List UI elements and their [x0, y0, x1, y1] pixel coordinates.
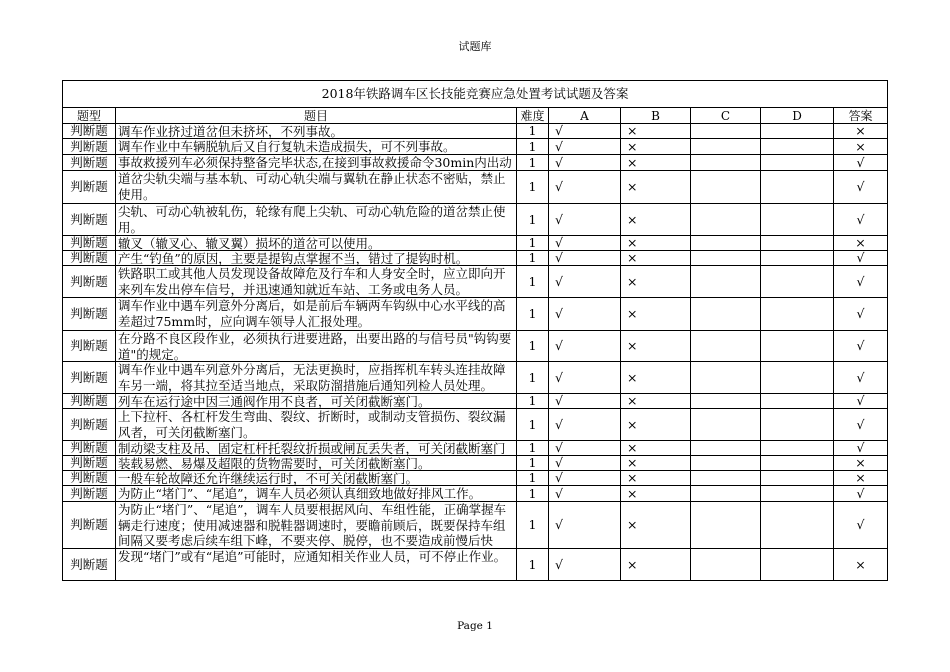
cell-difficulty: 1: [517, 362, 549, 394]
cell-difficulty: 1: [517, 204, 549, 236]
cell-option-b: ×: [621, 456, 691, 471]
cell-option-d: [761, 266, 834, 298]
cell-answer: ×: [834, 139, 888, 155]
question-text: 一般车轮故障还允许继续运行时，不可关闭截断塞门。: [118, 471, 419, 485]
cell-option-c: [691, 394, 761, 409]
cell-question: [116, 409, 517, 441]
cell-question: [116, 394, 517, 409]
cell-option-b: ×: [621, 362, 691, 394]
cell-difficulty: 1: [517, 394, 549, 409]
cell-option-c: [691, 171, 761, 204]
cell-option-c: [691, 441, 761, 456]
table-row: [63, 171, 888, 204]
column-header-option-d: D: [761, 108, 834, 124]
column-header-option-c: C: [691, 108, 761, 124]
cell-type: 判断题: [63, 502, 116, 549]
cell-option-d: [761, 362, 834, 394]
cell-question: [116, 471, 517, 486]
cell-answer: √: [834, 266, 888, 298]
cell-difficulty: 1: [517, 298, 549, 331]
cell-option-a: √: [549, 251, 621, 266]
cell-type: 判断题: [63, 155, 116, 171]
cell-question: [116, 486, 517, 502]
cell-difficulty: 1: [517, 139, 549, 155]
cell-answer: √: [834, 394, 888, 409]
cell-option-d: [761, 441, 834, 456]
table-row: [63, 124, 888, 139]
cell-option-c: [691, 298, 761, 331]
table-title: 2018年铁路调车区长技能竞赛应急处置考试试题及答案: [63, 81, 888, 108]
table-row: [63, 456, 888, 471]
cell-answer: √: [834, 441, 888, 456]
cell-option-b: ×: [621, 441, 691, 456]
cell-option-a: √: [549, 204, 621, 236]
cell-answer: ×: [834, 124, 888, 139]
cell-option-c: [691, 549, 761, 581]
question-text: 调车作业挤过道岔但未挤坏，不列事故。: [118, 124, 344, 138]
cell-difficulty: 1: [517, 171, 549, 204]
cell-option-a: √: [549, 155, 621, 171]
column-header-type: 题型: [63, 108, 116, 124]
cell-option-d: [761, 486, 834, 502]
question-text: 调车作业中遇车列意外分离后，无法更换时，应指挥机车转头连挂故障车另一端，将其拉至适当地点，采取防溜措施后通知列检人员处理。: [118, 362, 506, 393]
cell-option-a: √: [549, 124, 621, 139]
cell-difficulty: 1: [517, 441, 549, 456]
cell-option-b: ×: [621, 236, 691, 251]
cell-option-b: ×: [621, 171, 691, 204]
cell-option-a: √: [549, 549, 621, 581]
cell-option-c: [691, 204, 761, 236]
cell-option-c: [691, 471, 761, 486]
cell-type: 判断题: [63, 171, 116, 204]
cell-difficulty: 1: [517, 155, 549, 171]
cell-option-c: [691, 331, 761, 362]
question-text: 制动梁支柱及吊、固定杠杆托裂纹折损或闸瓦丢失者，可关闭截断塞门: [118, 441, 506, 455]
cell-question: [116, 124, 517, 139]
cell-option-c: [691, 139, 761, 155]
cell-difficulty: 1: [517, 471, 549, 486]
question-text: 装载易燃、易爆及超限的货物需要时，可关闭截断塞门。: [118, 456, 431, 470]
cell-option-c: [691, 409, 761, 441]
cell-difficulty: 1: [517, 124, 549, 139]
question-text: 调车作业中遇车列意外分离后，如是前后车辆两车钩纵中心水平线的高差超过75mm时，应向调车领导人汇报处理。: [118, 298, 506, 329]
cell-option-b: ×: [621, 155, 691, 171]
cell-option-b: ×: [621, 124, 691, 139]
cell-answer: ×: [834, 456, 888, 471]
cell-option-a: √: [549, 502, 621, 549]
page-footer-label: Page 1: [457, 620, 493, 632]
cell-difficulty: 1: [517, 251, 549, 266]
table-row: [63, 298, 888, 331]
cell-type: 判断题: [63, 139, 116, 155]
table-row: [63, 441, 888, 456]
column-header-answer: 答案: [834, 108, 888, 124]
cell-question: [116, 139, 517, 155]
cell-difficulty: 1: [517, 456, 549, 471]
cell-type: 判断题: [63, 204, 116, 236]
cell-option-c: [691, 456, 761, 471]
table-row: [63, 471, 888, 486]
cell-option-d: [761, 549, 834, 581]
cell-option-c: [691, 251, 761, 266]
cell-option-d: [761, 171, 834, 204]
question-text: 上下拉杆、各杠杆发生弯曲、裂纹、折断时，或制动支管损伤、裂纹漏风者，可关闭截断塞门。: [118, 409, 506, 440]
cell-option-c: [691, 486, 761, 502]
table-row: [63, 236, 888, 251]
cell-option-b: ×: [621, 394, 691, 409]
cell-option-a: √: [549, 409, 621, 441]
cell-option-d: [761, 471, 834, 486]
column-header-option-b: B: [621, 108, 691, 124]
cell-option-d: [761, 204, 834, 236]
cell-option-b: ×: [621, 298, 691, 331]
question-text: 铁路职工或其他人员发现设备故障危及行车和人身安全时，应立即向开来列车发出停车信号，并迅速通知就近车站、工务或电务人员。: [118, 266, 506, 297]
cell-question: [116, 549, 517, 581]
cell-option-b: ×: [621, 471, 691, 486]
cell-difficulty: 1: [517, 486, 549, 502]
cell-answer: √: [834, 204, 888, 236]
cell-option-a: √: [549, 331, 621, 362]
question-text: 辙叉（辙叉心、辙叉翼）损坏的道岔可以使用。: [118, 236, 381, 250]
cell-option-d: [761, 331, 834, 362]
cell-answer: √: [834, 155, 888, 171]
cell-type: 判断题: [63, 394, 116, 409]
question-text: 列车在运行途中因三通阀作用不良者，可关闭截断塞门。: [118, 394, 431, 408]
cell-option-d: [761, 236, 834, 251]
cell-type: 判断题: [63, 486, 116, 502]
column-header-option-a: A: [549, 108, 621, 124]
table-row: [63, 155, 888, 171]
table-row: [63, 139, 888, 155]
cell-option-c: [691, 155, 761, 171]
cell-type: 判断题: [63, 409, 116, 441]
cell-option-b: ×: [621, 549, 691, 581]
cell-difficulty: 1: [517, 331, 549, 362]
cell-option-b: ×: [621, 331, 691, 362]
question-text: 产生“钓鱼”的原因，主要是提钩点掌握不当，错过了提钩时机。: [118, 251, 469, 265]
cell-option-c: [691, 266, 761, 298]
cell-option-d: [761, 139, 834, 155]
cell-option-a: √: [549, 236, 621, 251]
question-text: 尖轨、可动心轨被轧伤，轮缘有爬上尖轨、可动心轨危险的道岔禁止使用。: [118, 204, 506, 235]
cell-answer: √: [834, 298, 888, 331]
cell-question: [116, 362, 517, 394]
cell-answer: √: [834, 171, 888, 204]
table-row: [63, 502, 888, 549]
cell-option-d: [761, 502, 834, 549]
cell-option-b: ×: [621, 251, 691, 266]
table-row: [63, 486, 888, 502]
cell-option-b: ×: [621, 502, 691, 549]
table-row: [63, 251, 888, 266]
cell-option-b: ×: [621, 139, 691, 155]
question-text: 调车作业中车辆脱轨后又自行复轨未造成损失，可不列事故。: [118, 139, 456, 154]
question-text: 发现“堵门”或有“尾追”可能时，应通知相关作业人员，可不停止作业。: [118, 549, 507, 564]
cell-answer: √: [834, 362, 888, 394]
question-text: 道岔尖轨尖端与基本轨、可动心轨尖端与翼轨在静止状态不密贴，禁止使用。: [118, 171, 506, 202]
cell-answer: ×: [834, 236, 888, 251]
cell-question: [116, 266, 517, 298]
cell-option-d: [761, 409, 834, 441]
cell-option-c: [691, 362, 761, 394]
table-row: [63, 409, 888, 441]
cell-question: [116, 155, 517, 171]
cell-option-a: √: [549, 471, 621, 486]
page-header-label: 试题库: [458, 40, 492, 53]
table-row: [63, 204, 888, 236]
table-row: [63, 362, 888, 394]
cell-question: [116, 456, 517, 471]
cell-answer: ×: [834, 471, 888, 486]
cell-type: 判断题: [63, 549, 116, 581]
question-text: 在分路不良区段作业，必须执行进要进路，出要出路的与信号员"钩钩要道"的规定。: [118, 331, 512, 362]
exam-table: [62, 80, 888, 581]
cell-question: [116, 236, 517, 251]
cell-question: [116, 298, 517, 331]
cell-option-d: [761, 298, 834, 331]
cell-answer: √: [834, 502, 888, 549]
cell-option-b: ×: [621, 409, 691, 441]
cell-option-a: √: [549, 441, 621, 456]
cell-type: 判断题: [63, 362, 116, 394]
cell-option-d: [761, 124, 834, 139]
cell-answer: √: [834, 409, 888, 441]
cell-option-a: √: [549, 394, 621, 409]
cell-option-c: [691, 236, 761, 251]
cell-answer: ×: [834, 549, 888, 581]
cell-type: 判断题: [63, 266, 116, 298]
table-body: [63, 124, 888, 581]
cell-type: 判断题: [63, 298, 116, 331]
cell-question: [116, 502, 517, 549]
table-row: [63, 394, 888, 409]
question-text: 事故救援列车必须保持整备完毕状态,在接到事故救援命令30min内出动: [118, 155, 512, 170]
cell-type: 判断题: [63, 251, 116, 266]
cell-option-d: [761, 155, 834, 171]
cell-difficulty: 1: [517, 549, 549, 581]
cell-option-a: √: [549, 456, 621, 471]
table-row: [63, 266, 888, 298]
column-header-difficulty: 难度: [517, 108, 549, 124]
cell-answer: √: [834, 486, 888, 502]
cell-question: [116, 331, 517, 362]
cell-option-a: √: [549, 486, 621, 502]
cell-option-c: [691, 124, 761, 139]
cell-question: [116, 441, 517, 456]
cell-option-d: [761, 251, 834, 266]
cell-option-a: √: [549, 266, 621, 298]
cell-option-b: ×: [621, 486, 691, 502]
cell-type: 判断题: [63, 471, 116, 486]
cell-question: [116, 171, 517, 204]
cell-type: 判断题: [63, 124, 116, 139]
cell-option-a: √: [549, 139, 621, 155]
cell-option-b: ×: [621, 266, 691, 298]
cell-difficulty: 1: [517, 502, 549, 549]
column-header-row: [63, 108, 888, 124]
column-header-question: 题目: [116, 108, 517, 124]
cell-difficulty: 1: [517, 409, 549, 441]
cell-type: 判断题: [63, 456, 116, 471]
cell-option-a: √: [549, 362, 621, 394]
title-row: [63, 81, 888, 108]
cell-type: 判断题: [63, 331, 116, 362]
cell-difficulty: 1: [517, 236, 549, 251]
table-row: [63, 331, 888, 362]
cell-type: 判断题: [63, 441, 116, 456]
cell-option-d: [761, 456, 834, 471]
cell-option-a: √: [549, 298, 621, 331]
question-text: 为防止“堵门”、“尾追”，调车人员要根据风向、车组性能，正确掌握车辆走行速度；使用减速器和脱鞋器调速时，要瞻前顾后，既要保持车组间隔又要考虑后续车组下峰，不要夹停、脱停，也不要造成前慢后快: [118, 502, 507, 548]
cell-question: [116, 251, 517, 266]
cell-difficulty: 1: [517, 266, 549, 298]
cell-answer: √: [834, 251, 888, 266]
cell-option-b: ×: [621, 204, 691, 236]
cell-option-c: [691, 502, 761, 549]
cell-type: 判断题: [63, 236, 116, 251]
table-row: [63, 549, 888, 581]
cell-option-a: √: [549, 171, 621, 204]
question-text: 为防止“堵门”、“尾追”，调车人员必须认真细致地做好排风工作。: [118, 486, 482, 501]
cell-answer: √: [834, 331, 888, 362]
cell-question: [116, 204, 517, 236]
cell-option-d: [761, 394, 834, 409]
